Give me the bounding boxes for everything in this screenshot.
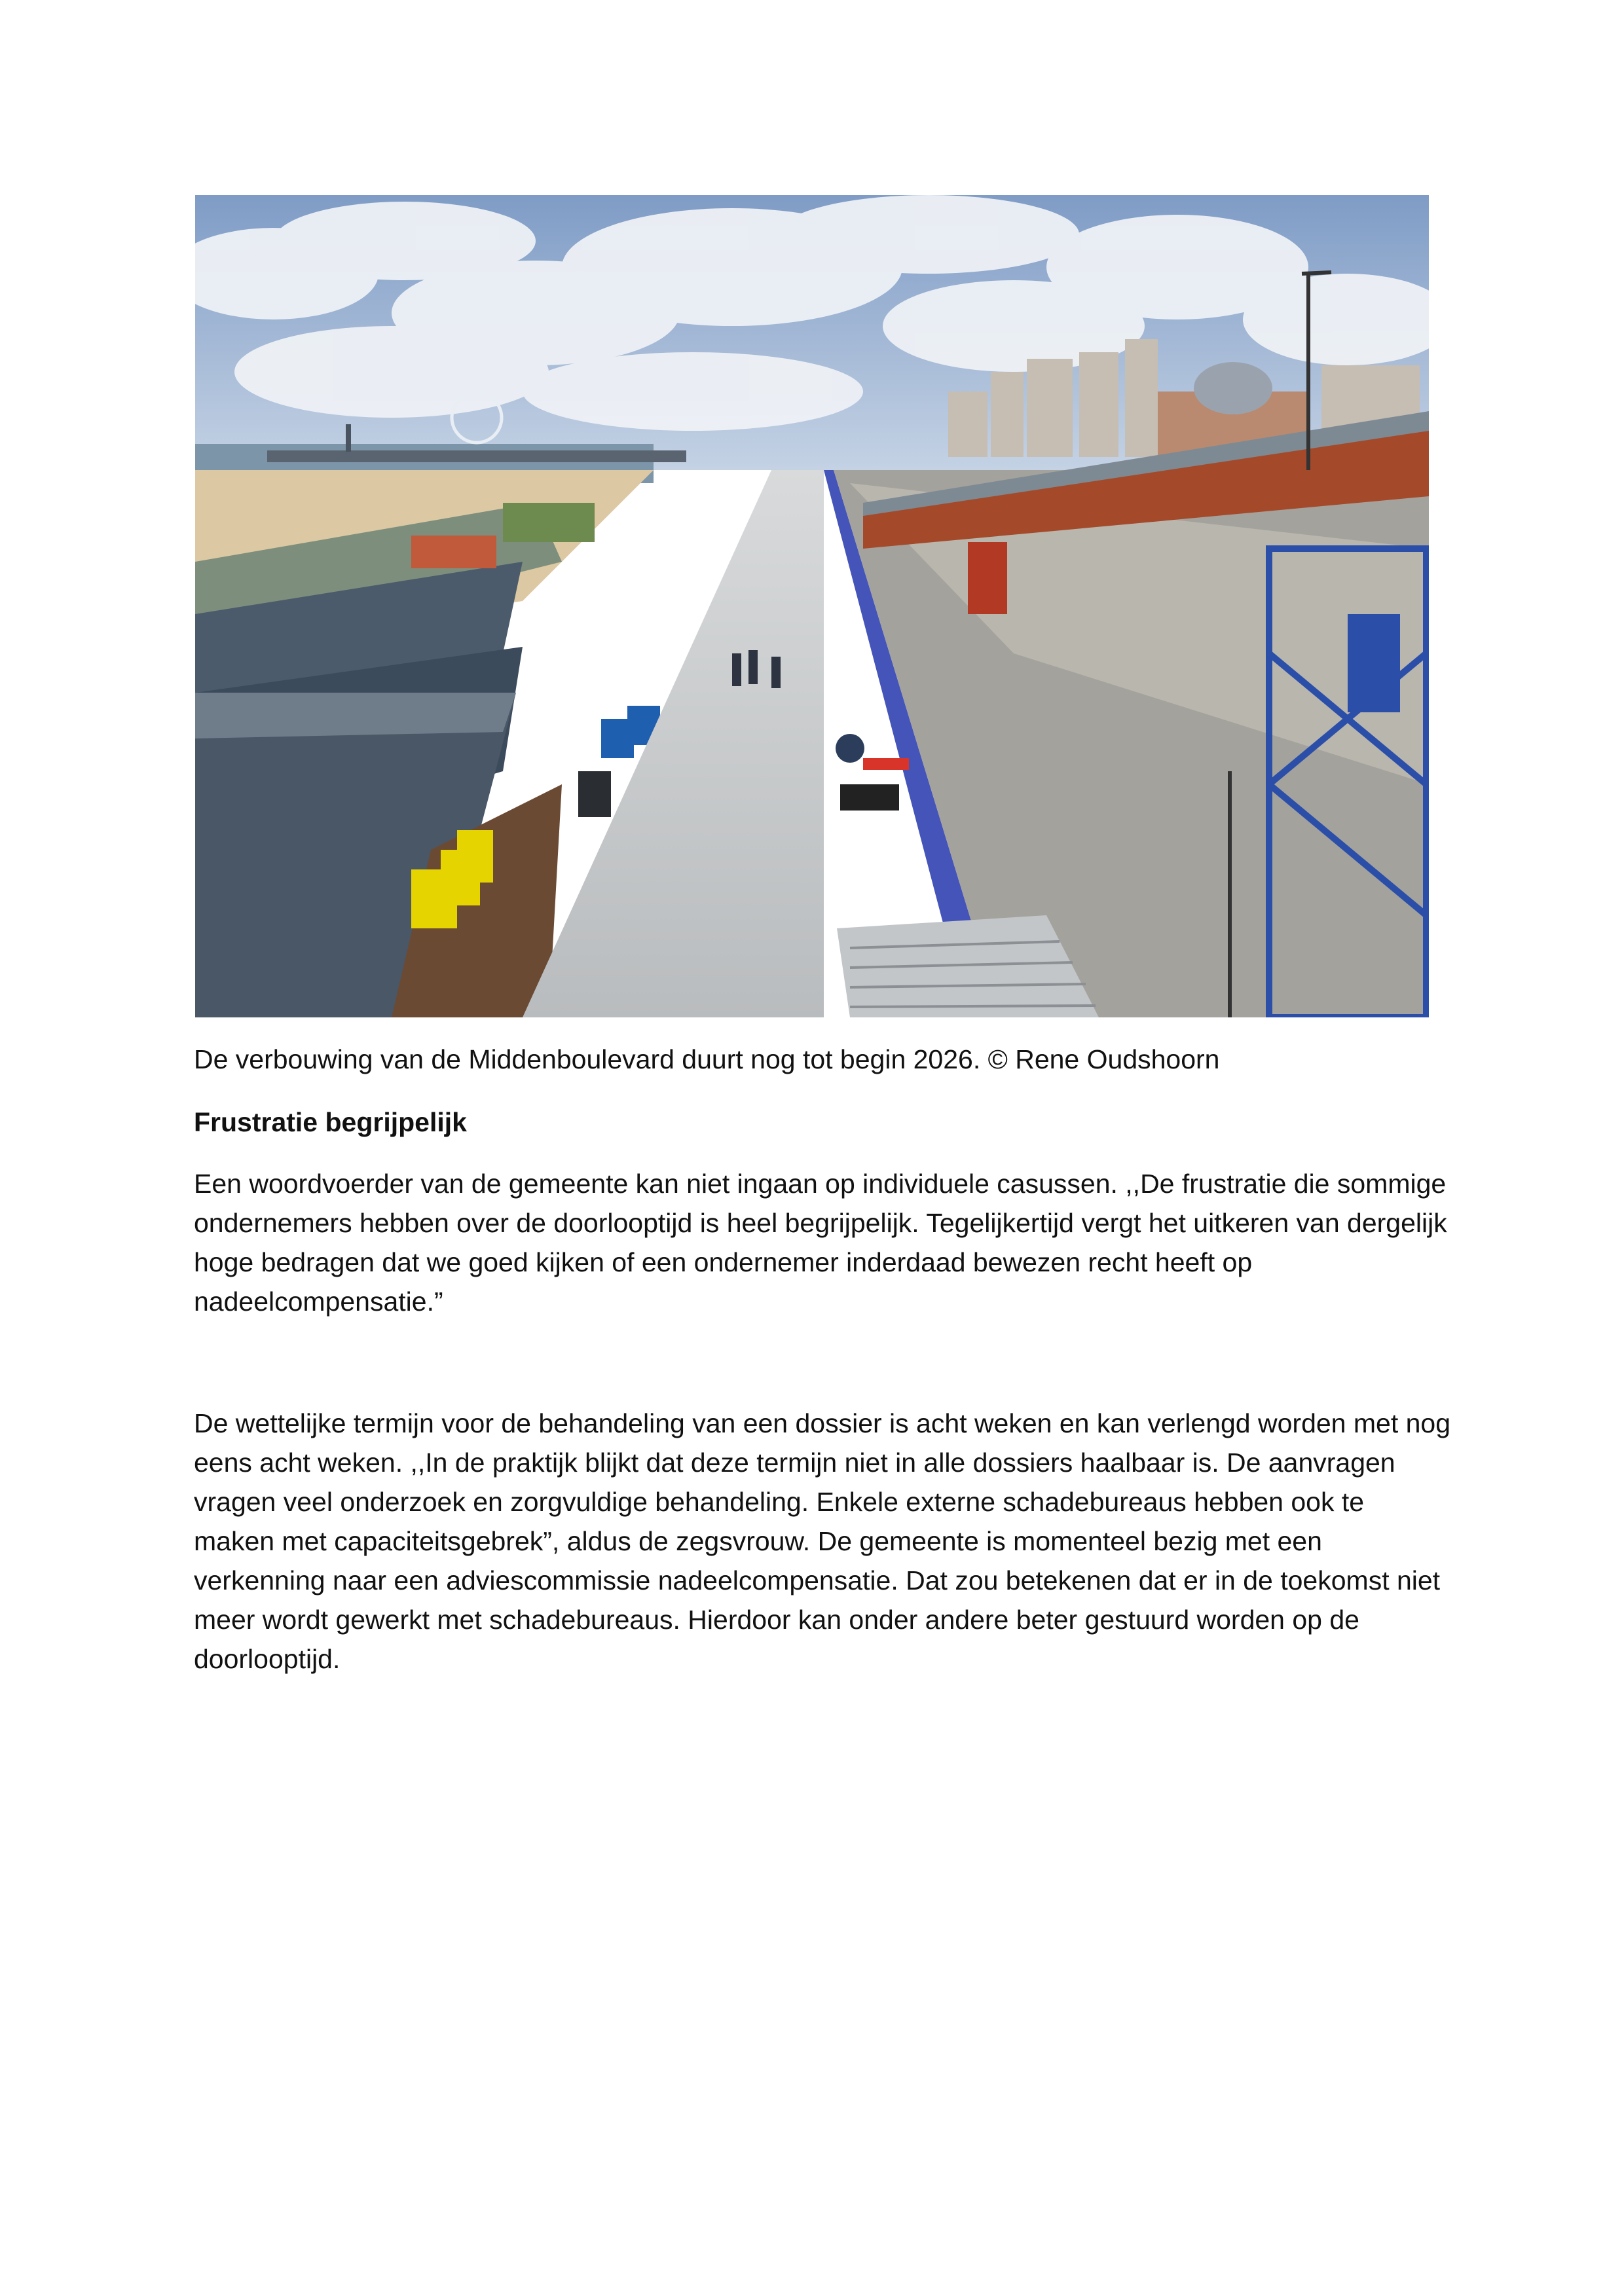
scooter	[840, 784, 899, 811]
paragraph-2: De wettelijke termijn voor de behandeling van een dossier is acht weken en kan verlengd worden met nog eens acht weken. ,,In de praktijk blijkt dat deze termijn niet in alle dossiers haalbaar is. De aanvragen vragen veel onderzoek en zorgvuldige behandeling. Enkele externe schadebureaus hebben ook te maken met capaciteitsgebrek”, aldus de zegsvrouw. De gemeente is momenteel bezig met een verkenning naar een adviescommissie nadeelcompensatie. Dat zou betekenen dat er in de toekomst niet meer wordt gewerkt met schadebureaus. Hierdoor kan onder andere beter gestuurd worden op de doorlooptijd.	[194, 1408, 1451, 1674]
pier	[267, 450, 686, 462]
photo-illustration	[195, 195, 1429, 1017]
paragraph-1: Een woordvoerder van de gemeente kan niet ingaan op individuele casussen. ,,De frustratie die sommige ondernemers hebben over de doorlooptijd is heel begrijpelijk. Tegelijkertijd vergt het uitkeren van dergelijk hoge bedragen dat we goed kijken of een ondernemer inderdaad bewezen recht heeft op nadeelcompensatie.”	[194, 1169, 1447, 1317]
photo-caption: De verbouwing van de Middenboulevard duurt nog tot begin 2026. © Rene Oudshoorn	[194, 1044, 1220, 1074]
boulevard-construction-photo	[195, 195, 1429, 1017]
section-heading: Frustratie begrijpelijk	[194, 1107, 467, 1137]
